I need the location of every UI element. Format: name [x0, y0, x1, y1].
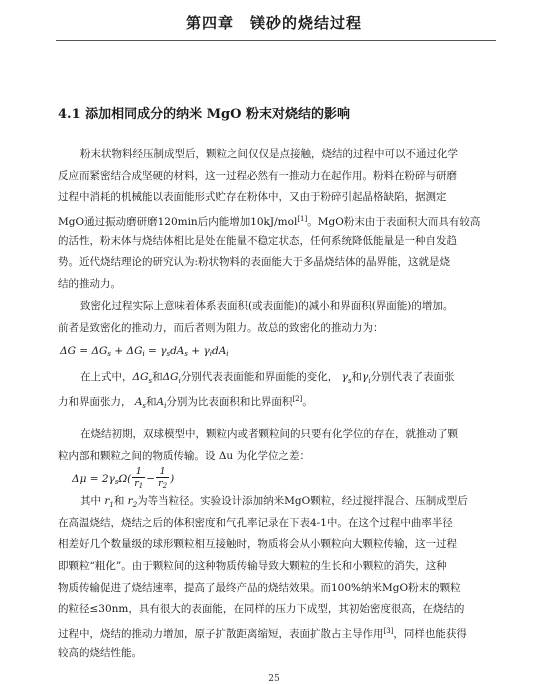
text-segment: 。MgO粉末由于表面积大而具有较高 [307, 216, 481, 229]
paragraph-sintering-driving-force [58, 144, 490, 296]
text-line [58, 209, 490, 231]
text-line: 粉末状物料经压制成型后，颗粒之间仅仅是点接触，烧结的过程中可以不通过化学 [80, 148, 458, 160]
paragraph-equation-explanation [58, 367, 490, 410]
text-segment: 在上式中， [80, 371, 133, 383]
text-line: 相差好几个数量级的球形颗粒相互接触时，物质将会从小颗粒向大颗粒传输，这一过程 [58, 538, 457, 551]
text-line: 的粒径≤30nm，具有很大的表面能，在同样的压力下成型，其初始密度很高，在烧结的 [58, 603, 465, 616]
text-line: 物质传输促进了烧结速率，提高了最终产品的烧结效果。而100%纳米MgO粉末的颗粒 [58, 581, 461, 594]
text-line: 势。近代烧结理论的研究认为:粉状物料的表面能大于多晶烧结体的晶界能，这就是烧 [58, 256, 451, 269]
text-line: 在高温烧结，烧结之后的体积密度和气孔率记录在下表4-1中。在这个过程中曲率半径 [58, 516, 453, 529]
text-line: 其中 $r_1$和 $r_2$为等当粒径。实验设计添加纳米MgO颗粒，经过搅拌混合、压制成型后 [80, 495, 468, 510]
fraction: $\frac{1}{r_1}$ [134, 466, 144, 490]
text-segment: MgO通过振动磨研磨120min后内能增加10kJ/mol [58, 216, 298, 229]
text-line: 在上式中，$\Delta G_s$和$\Delta G_i$分别代表表面能和界面能的变化， $\gamma_s$和$\gamma_i$分别代表了表面张 [80, 371, 455, 386]
text-line: 的活性，粉末体与烧结体相比是处在能量不稳定状态，任何系统降低能量是一种自发趋 [58, 234, 457, 247]
text-segment: 为等当粒径。实验设计添加纳米MgO颗粒，经过搅拌混合、压制成型后 [137, 495, 468, 507]
header-rule [56, 40, 496, 41]
text-segment: 其中 [80, 495, 101, 507]
eq-subscript: s [184, 350, 188, 358]
text-line: 在烧结初期，双球模型中，颗粒内或者颗粒间的只要有化学位的存在，就推动了颗 [80, 428, 458, 440]
text-line: 结的推动力。 [58, 278, 121, 291]
text-line: 即颗粒“粗化”。由于颗粒间的这种物质传输导致大颗粒的生长和小颗粒的消失，这种 [58, 560, 447, 573]
text-line: 前者是致密化的推动力，而后者则为阻力。故总的致密化的推动力为： [58, 321, 384, 334]
paragraph-experiment [58, 491, 490, 665]
text-segment: 和 [351, 371, 363, 383]
text-segment: 分别代表表面能和界面能的变化， [180, 371, 339, 383]
text-line: 过程中消耗的机械能以表面能形式贮存在粉体中，又由于粉碎引起晶格缺陷，据测定 [58, 191, 447, 204]
paragraph-densification [58, 296, 490, 339]
section-title: 4.1 添加相同成分的纳米 MgO 粉末对烧结的影响 [58, 107, 350, 122]
eq-subscript: i [209, 350, 212, 358]
eq-subscript: i [142, 350, 145, 358]
eq-subscript: s [166, 350, 171, 358]
text-segment: 分别代表了表面张 [370, 371, 455, 383]
text-segment: 和 [146, 395, 157, 408]
citation: [2] [292, 394, 303, 403]
text-segment: 和 [152, 371, 163, 383]
paragraph-chemical-potential [58, 424, 490, 467]
equation-free-energy: $\Delta G = \Delta G_s + \Delta G_i = \gamma_sdA_s + \gamma_idA_i$ [60, 345, 229, 358]
chapter-title: 第四章 镁砂的烧结过程 [185, 14, 362, 32]
citation: [3] [383, 627, 394, 636]
fraction: $\frac{1}{r_2}$ [158, 466, 168, 490]
text-segment: ，同样也能获得 [393, 628, 467, 641]
citation: [1] [297, 215, 308, 224]
text-line: 较高的烧结性能。 [58, 646, 142, 659]
text-line [58, 621, 490, 643]
text-line: 力和界面张力， $A_s$和$A_i$分别为比表面积和比界面积[2]。 [58, 394, 313, 410]
text-line: 粒内部和颗粒之间的物质传输。设 Δu 为化学位之差： [58, 449, 311, 462]
eq-lhs: ΔG = ΔG [60, 345, 108, 357]
text-segment: 力和界面张力， [58, 395, 132, 408]
text-segment: 和 [113, 495, 125, 507]
text-line: 反应而紧密结合成坚硬的材料，这一过程必然有一推动力在起作用。粉料在粉碎与研磨 [58, 169, 457, 182]
text-segment: 。 [302, 395, 313, 408]
eq-subscript: i [226, 350, 229, 358]
eq-subscript: s [107, 350, 112, 358]
equation-chemical-potential: $\Delta\mu = 2\gamma_s\Omega$( $\frac{1}{r_1}$ − $\frac{1}{r_2}$ ) [72, 466, 175, 490]
text-line: 致密化过程实际上意味着体系表面积(或表面能)的减小和界面积(界面能)的增加。 [80, 300, 454, 312]
page-number: 25 [268, 674, 280, 684]
text-segment: 分别为比表面积和比界面积 [166, 395, 293, 408]
text-segment: 过程中，烧结的推动力增加，原子扩散距离缩短，表面扩散占主导作用 [58, 628, 384, 641]
